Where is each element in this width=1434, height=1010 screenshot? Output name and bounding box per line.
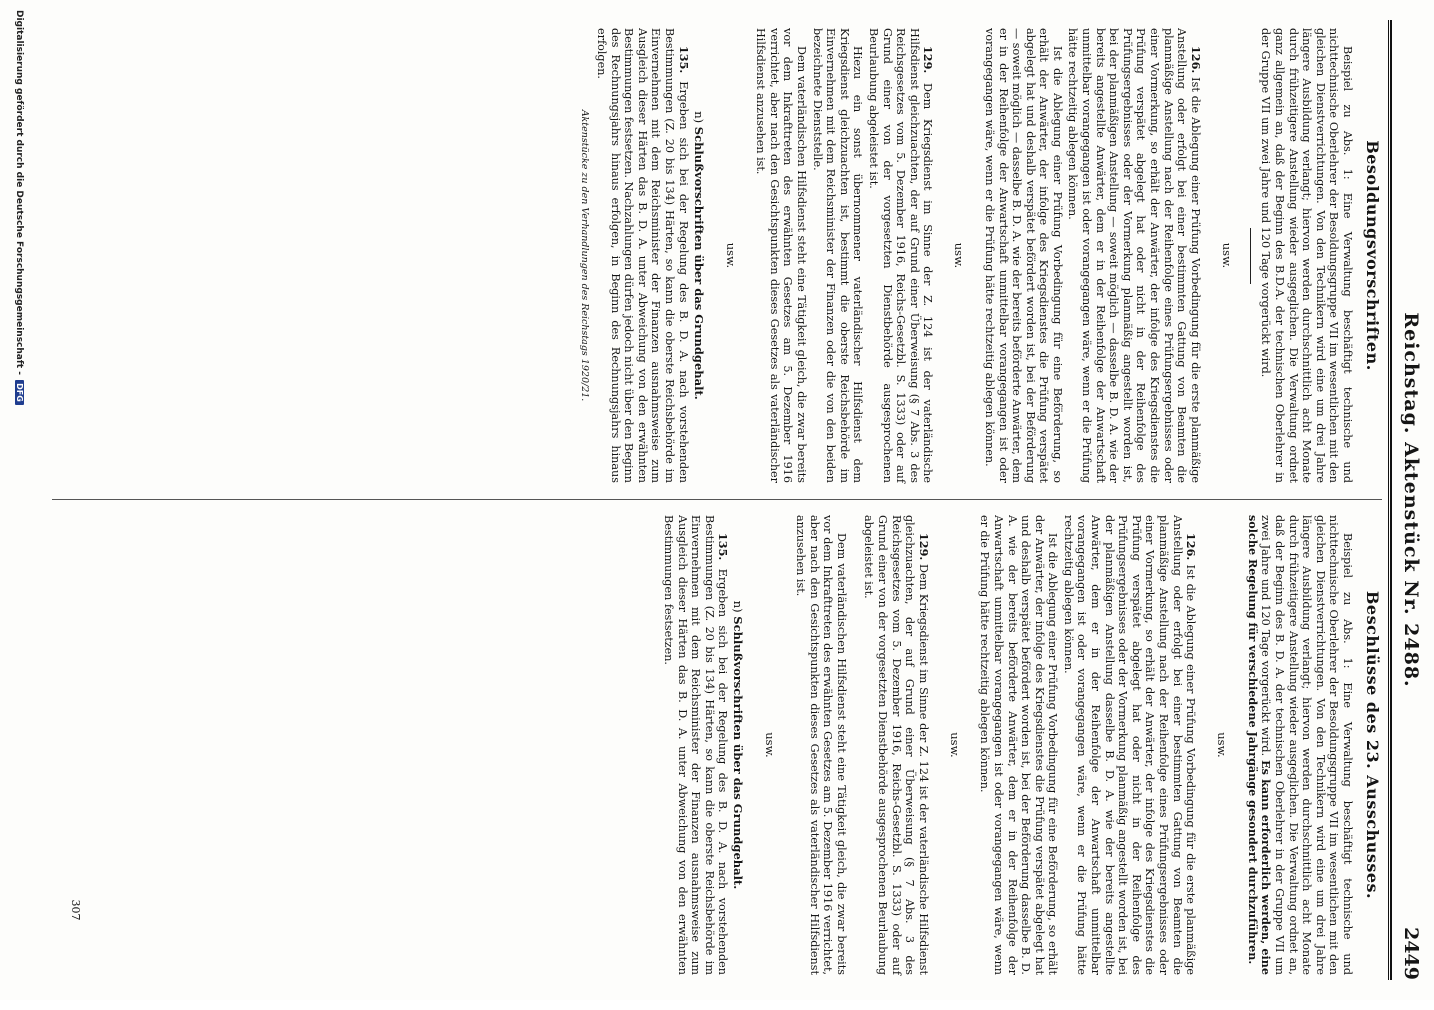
paragraph-number: 129. xyxy=(916,533,931,561)
paragraph-number: 135. xyxy=(716,533,731,561)
paragraph-number: 126. xyxy=(1184,533,1199,561)
right-column xyxy=(659,515,1354,975)
left-paragraph-129c: Dem vaterländischen Hilfsdienst steht eine Tätigkeit gleich, die zwar bereits vor dem Inkrafttreten des erwähnten Gesetzes am 5. Dezember 1916 verrichtet, aber nach den Gesichtspunkten dieses Gesetzes als vaterländischer Hilfsdienst anzusehen ist. xyxy=(754,28,808,483)
paragraph-text: Ergeben sich bei der Regelung des B. D. A. nach vorstehenden Bestimmungen (Z. 20 bis 134) Härten, so kann die oberste Reichsbehörde im Einvernehmen mit dem Reichsminister der Finanzen ausnahmsweise zum Ausgleich dieser Härten das B. D. A. unter Abweichung von den erwähnten Bestimmungen festsetzen. xyxy=(662,515,730,976)
header-page-number: 2449 xyxy=(1400,927,1422,980)
paragraph-text: Dem Kriegsdienst im Sinne der Z. 124 ist der vaterländische Hilfsdienst gleichzuachten, der auf Grund einer Überweisung (§ 7 Abs. 3 des Reichsgesetzes vom 5. Dezember 1916, Reichs-Gesetzbl. S. 1333) oder auf Grund einer von der vorgesetzten Dienstbehörde ausgesprochenen Beurlaubung abgeleistet ist. xyxy=(862,515,930,975)
usw-marker: usw. xyxy=(763,732,778,758)
left-paragraph-129b: Hiezu ein sonst übernommener vaterländischer Hilfsdienst dem Kriegsdienst gleichzuachten ist, bestimmt die oberste Reichsbehörde im Einvernehmen mit dem Reichsminister der Finanzen oder die von den beiden bezeichnete Dienststelle. xyxy=(810,28,865,483)
right-paragraph-129c: Dem vaterländischen Hilfsdienst steht eine Tätigkeit gleich, die zwar bereits vor dem Inkrafttreten des erwähnten Gesetzes am 5. Dezember 1916 verrichtet, aber nach den Gesichtspunkten dieses Gesetzes als vaterländischer Hilfsdienst anzusehen ist. xyxy=(794,515,848,975)
header-rule-thin xyxy=(1388,20,1389,980)
header-left-title: Reichstag. Aktenstück Nr. 2488. xyxy=(1400,312,1422,688)
right-paragraph-135 xyxy=(661,515,729,975)
subheading-title: Schlußvorschriften über das Grundgehalt. xyxy=(731,616,746,890)
right-subheading xyxy=(731,515,745,975)
usw-marker: usw. xyxy=(1219,242,1234,269)
paragraph-number: 135. xyxy=(676,46,691,74)
right-paragraph-129 xyxy=(862,515,930,975)
paragraph-number: 129. xyxy=(921,46,936,74)
dfg-logo-icon: DFG xyxy=(15,380,24,405)
paragraph-text: Ist die Ablegung einer Prüfung Vorbedingung für die erste planmäßige Anstellung oder erfolgt bei einer bestimmten Gattung von Beamten die planmäßige Anstellung nach der Reihenfolge eines Prüfungsergebnisses oder einer Vormerkung, so erhält der Anwärter, der infolge des Kriegsdienstes die Prüfung verspätet abgelegt hat oder nicht in der Reihenfolge des Prüfungsergebnisses oder der Vormerkung planmäßig angestellt worden ist, bei der planmäßigen Anstellung dasselbe B. D. A. wie der bereits angestellte Anwärter, dem er in der Reihenfolge der Anwartschaft unmittelbar vorangegangen ist oder vorangegangen wäre, wenn er die Prüfung hätte rechtzeitig ablegen können. xyxy=(1061,515,1198,975)
subheading-title: Schlußvorschriften über das Grundgehalt. xyxy=(691,126,706,400)
right-column-heading: Beschlüsse des 23. Ausschusses. xyxy=(1363,590,1382,900)
subheading-label: n) xyxy=(731,600,746,613)
digitization-note xyxy=(14,0,24,1010)
paragraph-text: Beispiel zu Abs. 1: Eine Verwaltung beschäftigt technische und nichttechnische Oberlehrer der Besoldungsgruppe VII im wesentlichen mit den gleichen Dienstverrichtungen. Von den Technikern wird eine um drei Jahre längere Ausbildung verlangt; hiervon werden durchschnittlich acht Monate durch frühzeitigere Anstellung wieder ausgeglichen. Die Verwaltung ordnet an, daß der Beginn des B. D. A. der technischen Oberlehrer in der Gruppe VII um zwei Jahre und 120 Tage vorgerückt wird. xyxy=(1259,515,1354,975)
left-footnote: Aktenstücke zu den Verhandlungen des Reichstags 1920/21. xyxy=(579,109,591,402)
paragraph-number: 126. xyxy=(1188,46,1203,74)
usw-marker: usw. xyxy=(947,732,962,758)
right-paragraph-126 xyxy=(1061,515,1197,975)
paragraph-text: Dem Kriegsdienst im Sinne der Z. 124 ist der vaterländische Hilfsdienst gleichzuachten, der auf Grund einer Überweisung (§ 7 Abs. 3 des Reichsgesetzes vom 5. Dezember 1916, Reichs-Gesetzbl. S. 1333) oder auf Grund einer von der vorgesetzten Dienstbehörde ausgesprochenen Beurlaubung abgeleistet ist. xyxy=(866,28,935,483)
left-example-paragraph: Beispiel zu Abs. 1: Eine Verwaltung beschäftigt technische und nichttechnische Oberlehrer der Besoldungsgruppe VII im wesentlichen mit den gleichen Dienstverrichtungen. Von den Technikern wird eine um drei Jahre längere Ausbildung verlangt; hiervon werden durchschnittlich acht Monate durch frühzeitigere Anstellung wieder ausgeglichen. Die Verwaltung ordnet ganz allgemein an, daß der Beginn des B.D.A. der technischen Oberlehrer in der Gruppe VII um zwei Jahre und 120 Tage vorgerückt wird. xyxy=(1259,28,1354,483)
left-paragraph-126 xyxy=(1066,28,1202,483)
paragraph-bold-addition: Es kann erforderlich werden, eine solche Regelung für verschiedene Jahrgänge gesondert durchzuführen. xyxy=(1245,515,1274,975)
right-paragraph-126b: Ist die Ablegung einer Prüfung Vorbedingung für eine Beförderung, so erhält der Anwärter, der infolge des Kriegsdienstes die Prüfung verspätet abgelegt hat und deshalb verspätet befördert worden ist, bei der Beförderung dasselbe B. D. A. wie der bereits beförderte Anwärter, dem er in der Reihenfolge der Anwartschaft unmittelbar vorangegangen ist oder vorangegangen wäre, wenn er die Prüfung hätte rechtzeitig ablegen können. xyxy=(978,515,1060,975)
subheading-label: n) xyxy=(691,111,706,124)
usw-marker: usw. xyxy=(952,242,967,269)
left-subheading xyxy=(692,28,706,483)
separator xyxy=(1250,228,1251,284)
digitization-note-text: Digitalisierung gefördert durch die Deutsche Forschungsgemeinschaft - xyxy=(14,10,24,375)
footer-page-number: 307 xyxy=(69,899,82,921)
left-paragraph-126b: Ist die Ablegung einer Prüfung Vorbedingung für eine Beförderung, so erhält der Anwärter, der infolge des Kriegsdienstes die Prüfung verspätet abgelegt hat und deshalb verspätet befördert worden ist, bei der Beförderung — soweit möglich — dasselbe B. D. A. wie der bereits beförderte Anwärter, dem er in der Reihenfolge der Anwartschaft unmittelbar vorangegangen ist oder vorangegangen wäre, wenn er die Prüfung hätte rechtzeitig ablegen können. xyxy=(982,28,1064,483)
column-divider xyxy=(52,499,1382,500)
left-column-heading: Besoldungsvorschriften. xyxy=(1363,140,1382,371)
paragraph-text: Ist die Ablegung einer Prüfung Vorbedingung für die erste planmäßige Anstellung oder erfolgt bei einer bestimmten Gattung von Beamten die planmäßige Anstellung nach der Reihenfolge eines Prüfungsergebnisses oder einer Vormerkung, so erhält der Anwärter, der infolge des Kriegsdienstes die Prüfung verspätet abgelegt hat oder nicht in der Reihenfolge des Prüfungsergebnisses oder der Vormerkung planmäßig angestellt worden ist, bei der planmäßigen Anstellung — soweit möglich — dasselbe B. D. A. wie der bereits angestellte Anwärter, dem er in der Reihenfolge der Anwartschaft unmittelbar vorangegangen ist oder vorangegangen wäre, wenn er die Prüfung hätte rechtzeitig ablegen können. xyxy=(1066,28,1202,483)
left-paragraph-129 xyxy=(866,28,934,483)
paragraph-text: Ergeben sich bei der Regelung des B. D. A. nach vorstehenden Bestimmungen (Z. 20 bis 134) Härten, so kann die oberste Reichsbehörde im Einvernehmen mit dem Reichsminister der Finanzen ausnahmsweise zum Ausgleich dieser Härten das B. D. A. unter Abweichung von den erwähnten Bestimmungen festsetzen. Nachzahlungen dürfen jedoch nicht über den Beginn des Rechnungsjahrs hinaus erfolgen, in Beginn des Rechnungsjahrs hinaus erfolgen. xyxy=(595,28,690,483)
right-example-paragraph xyxy=(1245,515,1354,975)
left-paragraph-135 xyxy=(594,28,689,483)
left-column xyxy=(579,28,1354,483)
usw-marker: usw. xyxy=(723,242,738,269)
header-rule xyxy=(1390,20,1392,980)
usw-marker: usw. xyxy=(1215,732,1230,758)
